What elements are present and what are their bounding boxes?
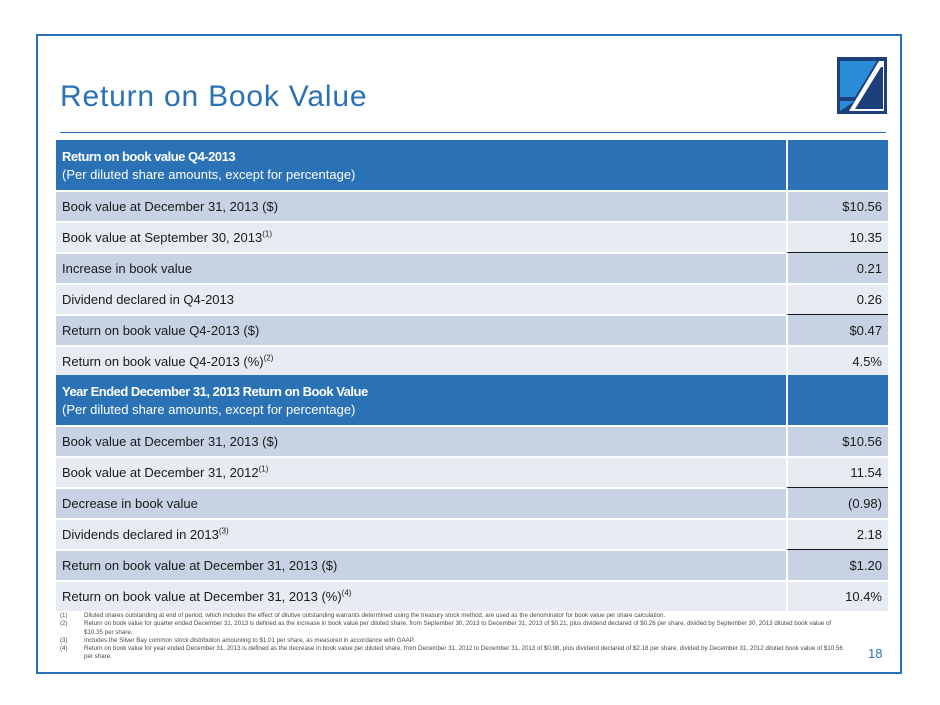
table-header bbox=[56, 140, 888, 190]
table-row bbox=[56, 487, 888, 518]
row-value: $10.56 bbox=[786, 190, 888, 221]
row-label: Return on book value Q4-2013 (%)$^{(2)}$ bbox=[56, 345, 786, 376]
row-label: Return on book value at December 31, 2013 ($) bbox=[56, 549, 786, 580]
page-number: 18 bbox=[868, 646, 883, 661]
row-value: 10.4% bbox=[786, 580, 888, 611]
footnote: (4) Return on book value for year ended December 31, 2013 is defined as the decrease in book value per diluted share, from December 31, 2012 to December 31, 2013 of $0.98, plus dividend declared of $2.18 per share, divided by December 31, 2012 diluted book value of $10.56 per share. bbox=[60, 645, 843, 661]
row-label: Increase in book value bbox=[56, 252, 786, 283]
table-row bbox=[56, 549, 888, 580]
row-label: Dividends declared in 2013$^{(3)}$ bbox=[56, 518, 786, 549]
year-return-table bbox=[56, 375, 888, 611]
table-row bbox=[56, 580, 888, 611]
table-row bbox=[56, 518, 888, 549]
table-row bbox=[56, 314, 888, 345]
row-label: Book value at December 31, 2013 ($) bbox=[56, 425, 786, 456]
footnote-ref: (1) bbox=[258, 464, 269, 474]
row-label: Return on book value at December 31, 2013 (%)$^{(4)}$ bbox=[56, 580, 786, 611]
row-value: $0.47 bbox=[786, 314, 888, 345]
row-label: Dividend declared in Q4-2013 bbox=[56, 283, 786, 314]
row-value: 4.5% bbox=[786, 345, 888, 376]
row-value: 0.26 bbox=[786, 283, 888, 314]
row-value: 2.18 bbox=[786, 518, 888, 549]
table-header-subtitle: (Per diluted share amounts, except for percentage) bbox=[62, 167, 356, 182]
row-value: 10.35 bbox=[786, 221, 888, 252]
company-logo-icon bbox=[837, 57, 887, 114]
row-value: $10.56 bbox=[786, 425, 888, 456]
table-row bbox=[56, 456, 888, 487]
row-value: 0.21 bbox=[786, 252, 888, 283]
row-label: Decrease in book value bbox=[56, 487, 786, 518]
table-row bbox=[56, 252, 888, 283]
table-row bbox=[56, 425, 888, 456]
table-row bbox=[56, 345, 888, 376]
table-header-title: Year Ended December 31, 2013 Return on Book Value bbox=[62, 384, 368, 399]
footnote-ref: (2) bbox=[263, 353, 274, 363]
footnote-ref: (4) bbox=[341, 588, 352, 598]
footnote: (1) Diluted shares outstanding at end of period, which includes the effect of dilutive outstanding warrants determined using the treasury stock method, are used as the denominator for book value per share calculation. bbox=[60, 612, 666, 619]
row-label: Book value at December 31, 2012$^{(1)}$ bbox=[56, 456, 786, 487]
row-label: Book value at September 30, 2013$^{(1)}$ bbox=[56, 221, 786, 252]
footnotes bbox=[60, 612, 850, 662]
page-title: Return on Book Value bbox=[60, 80, 368, 113]
table-header-subtitle: (Per diluted share amounts, except for percentage) bbox=[62, 402, 356, 417]
table-row bbox=[56, 190, 888, 221]
footnote-ref: (1) bbox=[262, 229, 272, 239]
row-label: Book value at December 31, 2013 ($) bbox=[56, 190, 786, 221]
footnote: (3) Includes the Silver Bay common stock distribution amounting to $1.01 per share, as measured in accordance with GAAP. bbox=[60, 636, 415, 644]
q4-return-table bbox=[56, 140, 888, 376]
row-label: Return on book value Q4-2013 ($) bbox=[56, 314, 786, 345]
row-value: (0.98) bbox=[786, 487, 888, 518]
footnote: (2) Return on book value for quarter ended December 31, 2013 is defined as the increase in book value per diluted share, from September 30, 2013 to December 31, 2013 of $0.21, plus dividend declared of $0.26 per share, divided by September 30, 2013 diluted book value of $10.35 per share. bbox=[60, 620, 832, 636]
table-row bbox=[56, 283, 888, 314]
table-header bbox=[56, 375, 888, 425]
table-header-title: Return on book value Q4-2013 bbox=[62, 149, 236, 164]
title-divider bbox=[60, 132, 886, 133]
table-row bbox=[56, 221, 888, 252]
row-value: 11.54 bbox=[786, 456, 888, 487]
row-value: $1.20 bbox=[786, 549, 888, 580]
footnote-ref: (3) bbox=[218, 526, 229, 536]
